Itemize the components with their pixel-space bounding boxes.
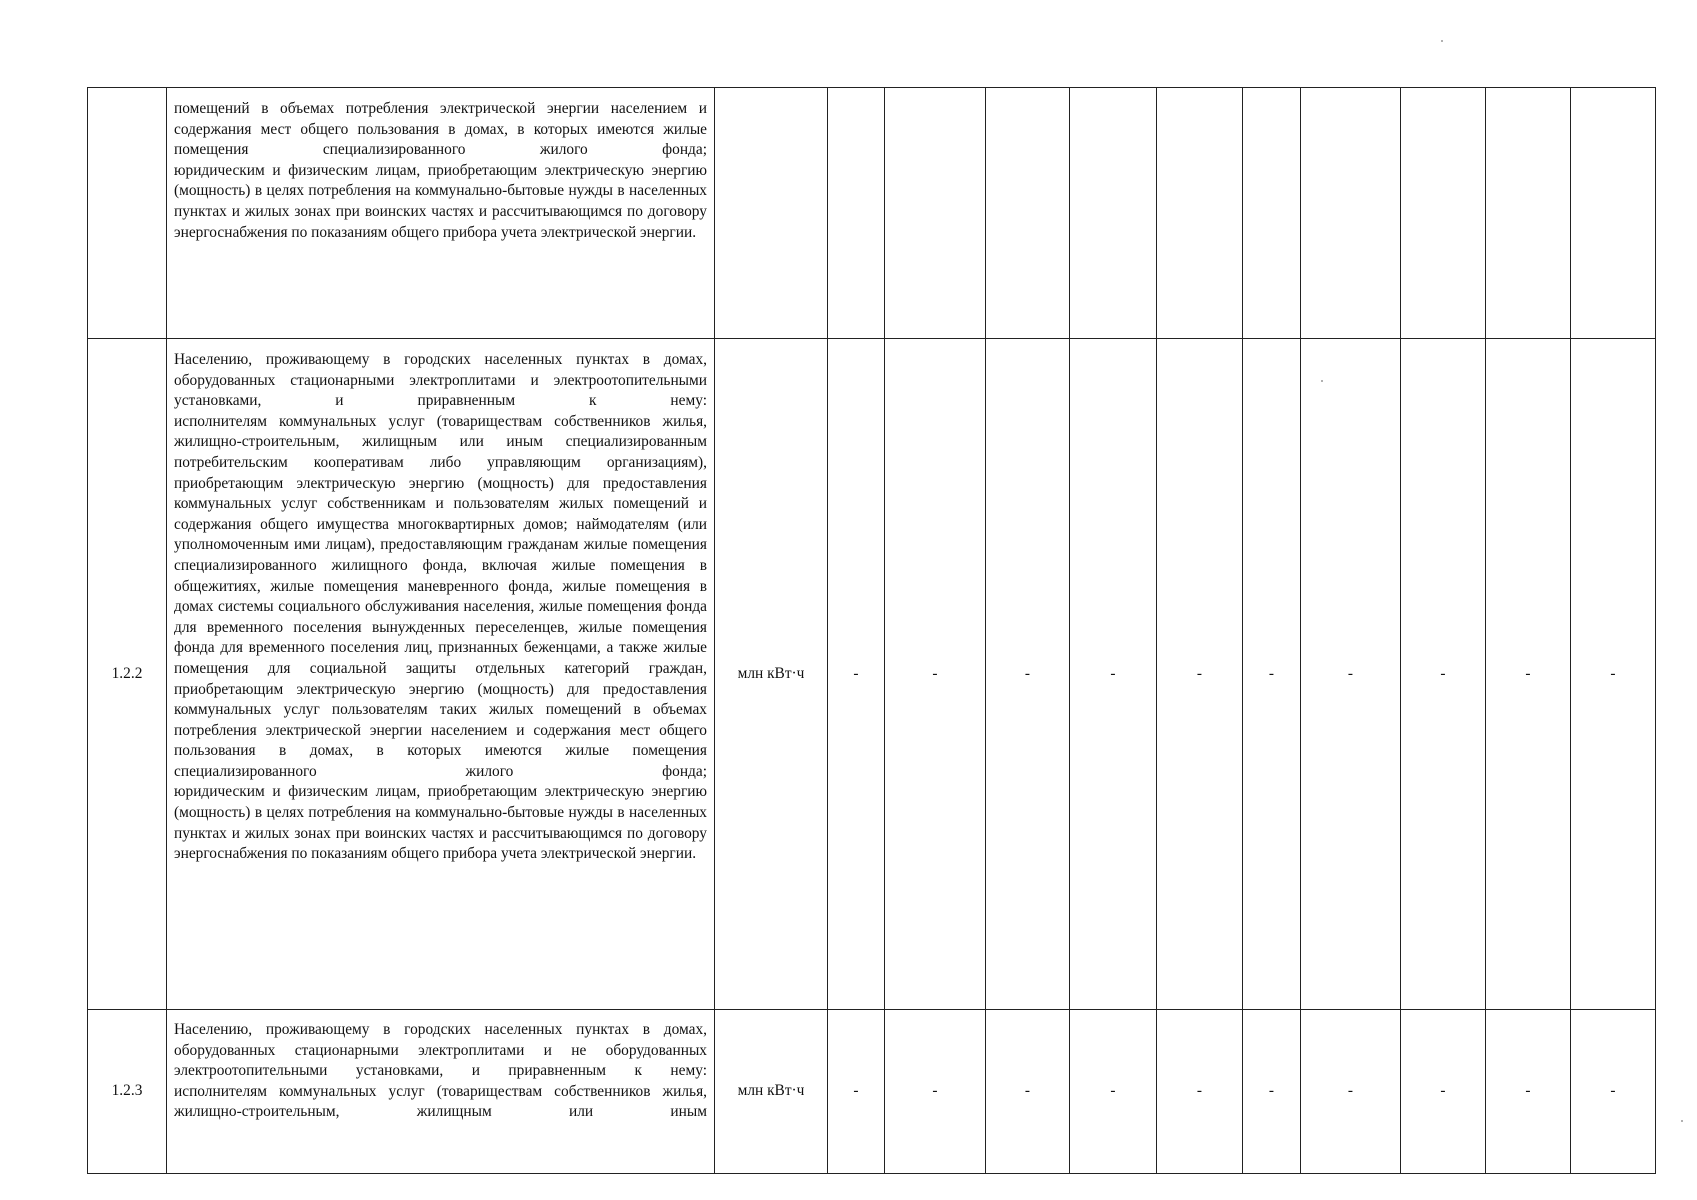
value-cell [885, 88, 986, 339]
value-cell: - [1571, 1010, 1656, 1174]
row-number: 1.2.2 [88, 339, 167, 1010]
row-description [167, 1010, 715, 1174]
unit-cell [715, 88, 828, 339]
row-number: 1.2.3 [88, 1010, 167, 1174]
value-cell: - [1070, 339, 1157, 1010]
table-row [88, 1010, 1656, 1174]
value-cell: - [1157, 1010, 1243, 1174]
value-cell [1243, 88, 1301, 339]
value-cell: - [1401, 339, 1486, 1010]
value-cell [1571, 88, 1656, 339]
value-cell: - [1243, 339, 1301, 1010]
scan-speck [1441, 40, 1443, 42]
unit-cell: млн кВт·ч [715, 1010, 828, 1174]
description-paragraph: юридическим и физическим лицам, приобретающим электрическую энергию (мощность) в целях потребления на коммунально-бытовые нужды в населенных пунктах и жилых зонах при воинских частях и рассчитывающимся по договору энергоснабжения по показаниям общего прибора учета электрической энергии. [174, 161, 707, 241]
tariff-balance-table [87, 87, 1656, 1174]
value-cell: - [1157, 339, 1243, 1010]
value-cell: - [885, 1010, 986, 1174]
value-cell: - [986, 1010, 1070, 1174]
description-paragraph: Населению, проживающему в городских населенных пунктах в домах, оборудованных стационарными электроплитами и электроотопительными установками, и приравненным к нему: [174, 351, 707, 410]
value-cell: - [1070, 1010, 1157, 1174]
table-row [88, 88, 1656, 339]
row-description [167, 339, 715, 1010]
value-cell: - [1486, 339, 1571, 1010]
value-cell [1301, 88, 1401, 339]
value-cell [1486, 88, 1571, 339]
description-paragraph: юридическим и физическим лицам, приобретающим электрическую энергию (мощность) в целях потребления на коммунально-бытовые нужды в населенных пунктах и жилых зонах при воинских частях и рассчитывающимся по договору энергоснабжения по показаниям общего прибора учета электрической энергии. [174, 783, 707, 863]
row-description [167, 88, 715, 339]
value-cell [1157, 88, 1243, 339]
description-paragraph: исполнителям коммунальных услуг (товариществам собственников жилья, жилищно-строительным, жилищным или иным [174, 1082, 707, 1121]
value-cell: - [828, 339, 885, 1010]
value-cell: - [1401, 1010, 1486, 1174]
value-cell: - [986, 339, 1070, 1010]
description-paragraph: помещений в объемах потребления электрической энергии населением и содержания мест общего пользования в домах, в которых имеются жилые помещения специализированного жилого фонда; [174, 100, 707, 159]
description-paragraph: исполнителям коммунальных услуг (товариществам собственников жилья, жилищно-строительным, жилищным или иным специализированным потребительским кооперативам либо управляющим организациям), приобретающим электрическую энергию (мощность) для предоставления коммунальных услуг собственникам и пользователям жилых помещений и содержания общего имущества многоквартирных домов; наймодателям (или уполномоченным ими лицам), предоставляющим гражданам жилые помещения специализированного жилищного фонда, включая жилые помещения в общежитиях, жилые помещения маневренного фонда, жилые помещения в домах системы социального обслуживания населения, жилые помещения фонда для временного поселения вынужденных переселенцев, жилые помещения фонда для временного поселения лиц, признанных беженцами, а также жилые помещения для социальной защиты отдельных категорий граждан, приобретающим электрическую энергию (мощность) для предоставления коммунальных услуг пользователям таких жилых помещений в объемах потребления электрической энергии населением и содержания мест общего пользования в домах, в которых имеются жилые помещения специализированного жилого фонда; [174, 412, 707, 780]
value-cell [1401, 88, 1486, 339]
value-cell: - [1486, 1010, 1571, 1174]
value-cell [1070, 88, 1157, 339]
value-cell: - [1243, 1010, 1301, 1174]
value-cell [986, 88, 1070, 339]
value-cell: - [885, 339, 986, 1010]
table-row [88, 339, 1656, 1010]
value-cell: - [1301, 339, 1401, 1010]
scan-speck [1681, 1120, 1683, 1122]
description-paragraph: Населению, проживающему в городских населенных пунктах в домах, оборудованных стационарными электроплитами и не оборудованных электроотопительными установками, и приравненным к нему: [174, 1021, 707, 1080]
value-cell: - [1571, 339, 1656, 1010]
row-number [88, 88, 167, 339]
value-cell [828, 88, 885, 339]
unit-cell: млн кВт·ч [715, 339, 828, 1010]
scan-speck [1321, 380, 1323, 382]
value-cell: - [1301, 1010, 1401, 1174]
value-cell: - [828, 1010, 885, 1174]
